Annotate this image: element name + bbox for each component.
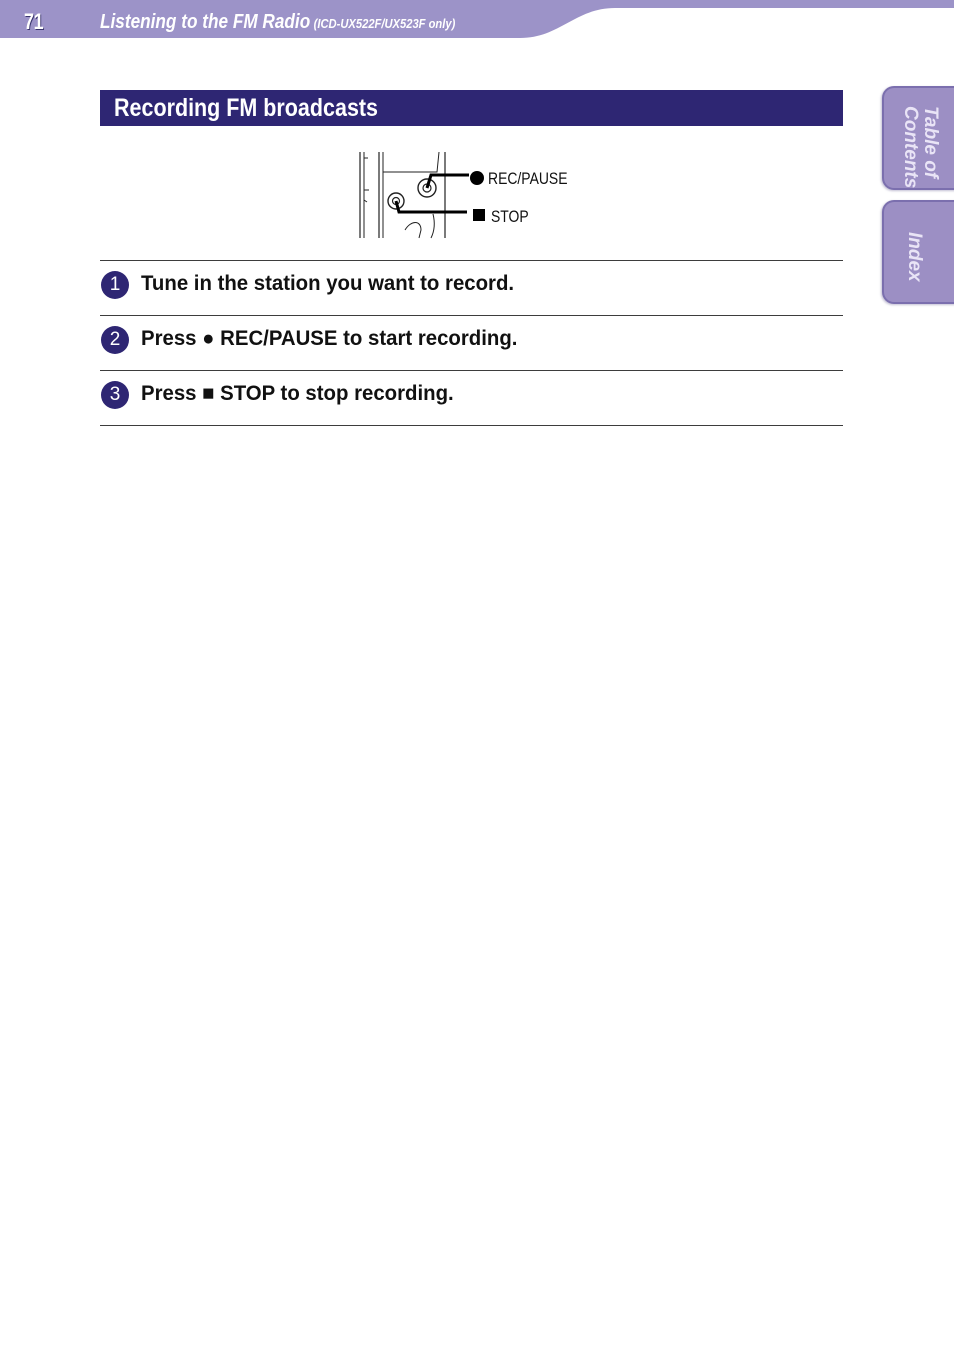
rec-dot-icon [470,171,484,185]
step-item [100,260,843,315]
header-band [0,0,954,40]
step-text-after: STOP to stop recording. [220,382,454,405]
stop-label: STOP [491,207,529,226]
step-item [100,315,843,370]
index-tab-label: Index [904,232,925,282]
header-title-main: Listening to the FM Radio [100,11,311,33]
step-text-after: REC/PAUSE to start recording. [220,327,518,350]
section-heading [100,90,843,126]
page-number: 71 [24,9,44,34]
step-text-main: Tune in the station you want to record. [141,272,515,295]
step-list [100,260,843,426]
device-illustration [355,150,585,240]
rec-dot-icon: ● [202,327,215,350]
step-text [141,327,517,351]
stop-square-icon [473,209,485,221]
step-number-badge: 2 [101,326,129,354]
section-heading-text: Recording FM broadcasts [114,94,379,122]
step-text-before: Press [141,382,197,405]
step-text-before: Press [141,327,197,350]
header-subtitle: (ICD-UX522F/UX523F only) [313,16,456,31]
stop-leader-line [396,201,467,212]
header-title [100,11,455,34]
stop-square-icon: ■ [202,382,215,405]
device-drawing [355,150,585,240]
step-number-badge: 3 [101,381,129,409]
rec-pause-label: REC/PAUSE [488,169,568,188]
step-text [141,382,454,406]
index-tab[interactable] [882,200,954,304]
table-of-contents-tab-label: Table of Contents [900,106,941,189]
table-of-contents-tab[interactable] [882,86,954,190]
step-item [100,370,843,426]
step-text [141,272,514,296]
step-number-badge: 1 [101,271,129,299]
